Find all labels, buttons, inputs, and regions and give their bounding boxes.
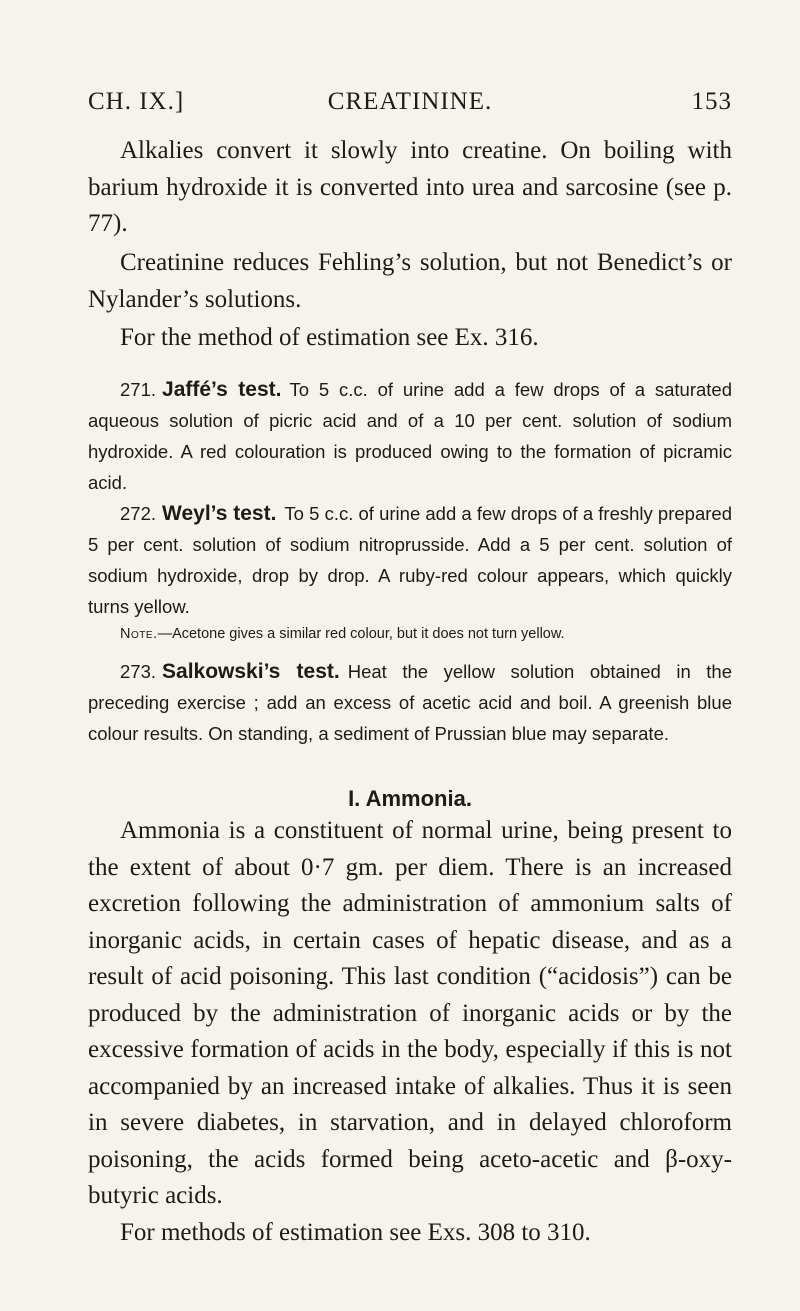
paragraph-text: Creatinine reduces Fehling’s solution, but not Benedict’s or Nylander’s solutions. — [88, 249, 732, 313]
section-heading: I. Ammonia. — [348, 786, 472, 811]
intro-paragraph-estimation — [88, 320, 732, 357]
paragraph-text: Alkalies convert it slowly into creatine. On boiling with barium hydroxide it is converted into urea and sarcosine (see p. 77). — [88, 137, 732, 237]
ammonia-methods: For methods of estimation see Exs. 308 to 310. — [120, 1218, 591, 1246]
running-title: CREATININE. — [327, 88, 493, 115]
note-text: —Acetone gives a similar red colour, but it does not turn yellow. — [157, 626, 565, 642]
section-text: Heat the yellow solution obtained in the preceding exercise ; add an excess of acetic acid and boil. A greenish blue colour results. On standing, a sediment of Prussian blue may separate. — [88, 661, 732, 744]
section-272 — [88, 498, 732, 646]
ammonia-section — [88, 786, 732, 1251]
chapter-label: CH. IX.] — [88, 88, 185, 115]
section-title: Weyl’s test. — [162, 502, 277, 525]
section-number: 273. — [120, 661, 157, 682]
section-title: Jaffé’s test. — [162, 378, 282, 401]
section-title: Salkowski’s test. — [162, 660, 340, 683]
section-273 — [88, 656, 732, 749]
page-number: 153 — [691, 88, 732, 115]
section-271 — [88, 374, 732, 498]
note-label: Note. — [120, 626, 158, 642]
ammonia-text: Ammonia is a constituent of normal urine, being present to the extent of about 0·7 gm. per diem. There is an increased excretion following the administration of ammonium salts of inorganic acids, in certain cases of hepatic disease, and as a result of acid poisoning. This last condition (“acidosis”) can be produced by the administration of inorganic acids or by the excessive formation of acids in the body, especially if this is not accompanied by an increased intake of alkalies. Thus it is seen in severe diabetes, in starvation, and in delayed chloroform poisoning, the acids formed being aceto-acetic and β-oxy-butyric acids. — [88, 817, 732, 1209]
intro-paragraph-reduction — [88, 245, 732, 318]
note — [88, 622, 732, 646]
section-number: 271. — [120, 379, 157, 400]
paragraph-text: For the method of estimation see Ex. 316. — [120, 324, 539, 351]
section-number: 272. — [120, 503, 157, 524]
running-header — [88, 88, 732, 124]
section-text: To 5 c.c. of urine add a few drops of a freshly prepared 5 per cent. solution of sodium nitroprusside. Add a 5 per cent. solution of sodium hydroxide, drop by drop. A ruby-red colour appears, which quickly turns yellow. — [88, 503, 732, 617]
section-text: To 5 c.c. of urine add a few drops of a saturated aqueous solution of picric acid and of a 10 per cent. solution of sodium hydroxide. A red colouration is produced owing to the formation of picramic acid. — [88, 379, 732, 493]
intro-paragraph-alkalies — [88, 133, 732, 243]
